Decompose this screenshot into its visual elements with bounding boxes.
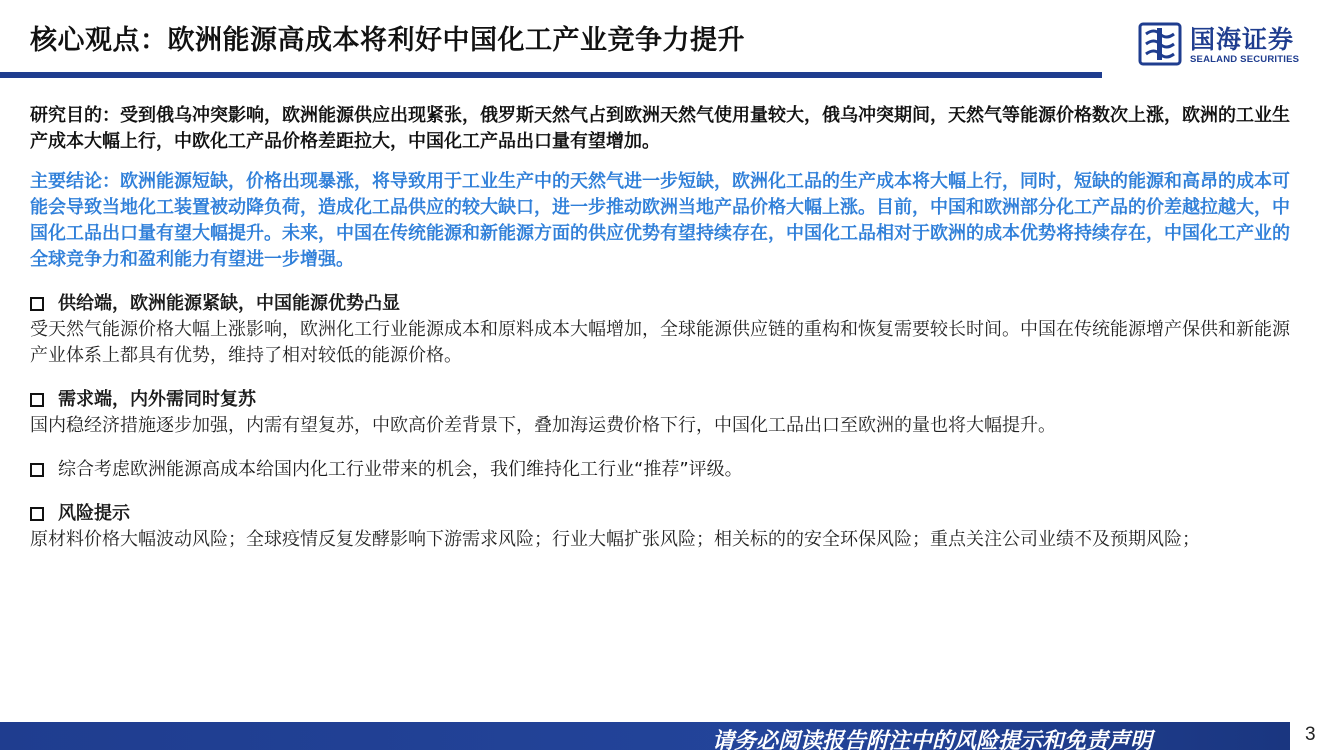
bullet-box-icon <box>30 297 44 311</box>
logo-name-en: SEALAND SECURITIES <box>1190 54 1300 65</box>
rating-text: 综合考虑欧洲能源高成本给国内化工行业带来的机会，我们维持化工行业“推荐”评级。 <box>58 459 743 480</box>
supply-heading: 供给端，欧洲能源紧缺，中国能源优势凸显 <box>58 293 400 314</box>
demand-body: 国内稳经济措施逐步加强，内需有望复苏，中欧高价差背景下，叠加海运费价格下行，中国化工品出口至欧洲的量也将大幅提升。 <box>30 415 1056 436</box>
rating-section <box>30 457 1305 483</box>
risk-heading-row <box>30 501 1305 527</box>
demand-heading-row <box>30 387 1305 413</box>
footer-disclaimer: 请务必阅读报告附注中的风险提示和免责声明 <box>712 729 1153 750</box>
supply-body: 受天然气能源价格大幅上涨影响，欧洲化工行业能源成本和原料成本大幅增加，全球能源供应链的重构和恢复需要较长时间。中国在传统能源增产保供和新能源产业体系上都具有优势，维持了相对较低的能源价格。 <box>30 319 1290 366</box>
logo-name-cn: 国海证券 <box>1190 25 1295 54</box>
supply-section <box>30 291 1305 369</box>
supply-heading-row <box>30 291 1305 317</box>
main-conclusion: 主要结论：欧洲能源短缺，价格出现暴涨，将导致用于工业生产中的天然气进一步短缺，欧洲化工品的生产成本将大幅上行，同时，短缺的能源和高昂的成本可能会导致当地化工装置被动降负荷，造成化工品供应的较大缺口，进一步推动欧洲当地产品价格大幅上涨。目前，中国和欧洲部分化工产品的价差越拉越大，中国化工品出口量有望大幅提升。未来，中国在传统能源和新能源方面的供应优势有望持续存在，中国化工品相对于欧洲的成本优势将持续存在，中国化工产业的全球竞争力和盈利能力有望进一步增强。 <box>30 171 1290 270</box>
company-logo <box>1138 18 1323 70</box>
page-number: 3 <box>1305 724 1316 745</box>
rating-row <box>30 457 1305 483</box>
sealand-logo-icon <box>1138 22 1182 66</box>
demand-section <box>30 387 1305 439</box>
risk-section <box>30 501 1305 553</box>
header-divider <box>0 72 1102 78</box>
bullet-box-icon <box>30 507 44 521</box>
page-title: 核心观点：欧洲能源高成本将利好中国化工产业竞争力提升 <box>30 25 745 56</box>
bullet-box-icon <box>30 393 44 407</box>
bullet-box-icon <box>30 463 44 477</box>
risk-heading: 风险提示 <box>58 503 130 524</box>
main-content <box>30 103 1305 553</box>
demand-heading: 需求端，内外需同时复苏 <box>58 389 256 410</box>
research-purpose: 研究目的：受到俄乌冲突影响，欧洲能源供应出现紧张，俄罗斯天然气占到欧洲天然气使用量较大，俄乌冲突期间，天然气等能源价格数次上涨，欧洲的工业生产成本大幅上行，中欧化工产品价格差距拉大，中国化工产品出口量有望增加。 <box>30 105 1290 152</box>
risk-body: 原材料价格大幅波动风险；全球疫情反复发酵影响下游需求风险；行业大幅扩张风险；相关标的的安全环保风险；重点关注公司业绩不及预期风险； <box>30 529 1200 550</box>
